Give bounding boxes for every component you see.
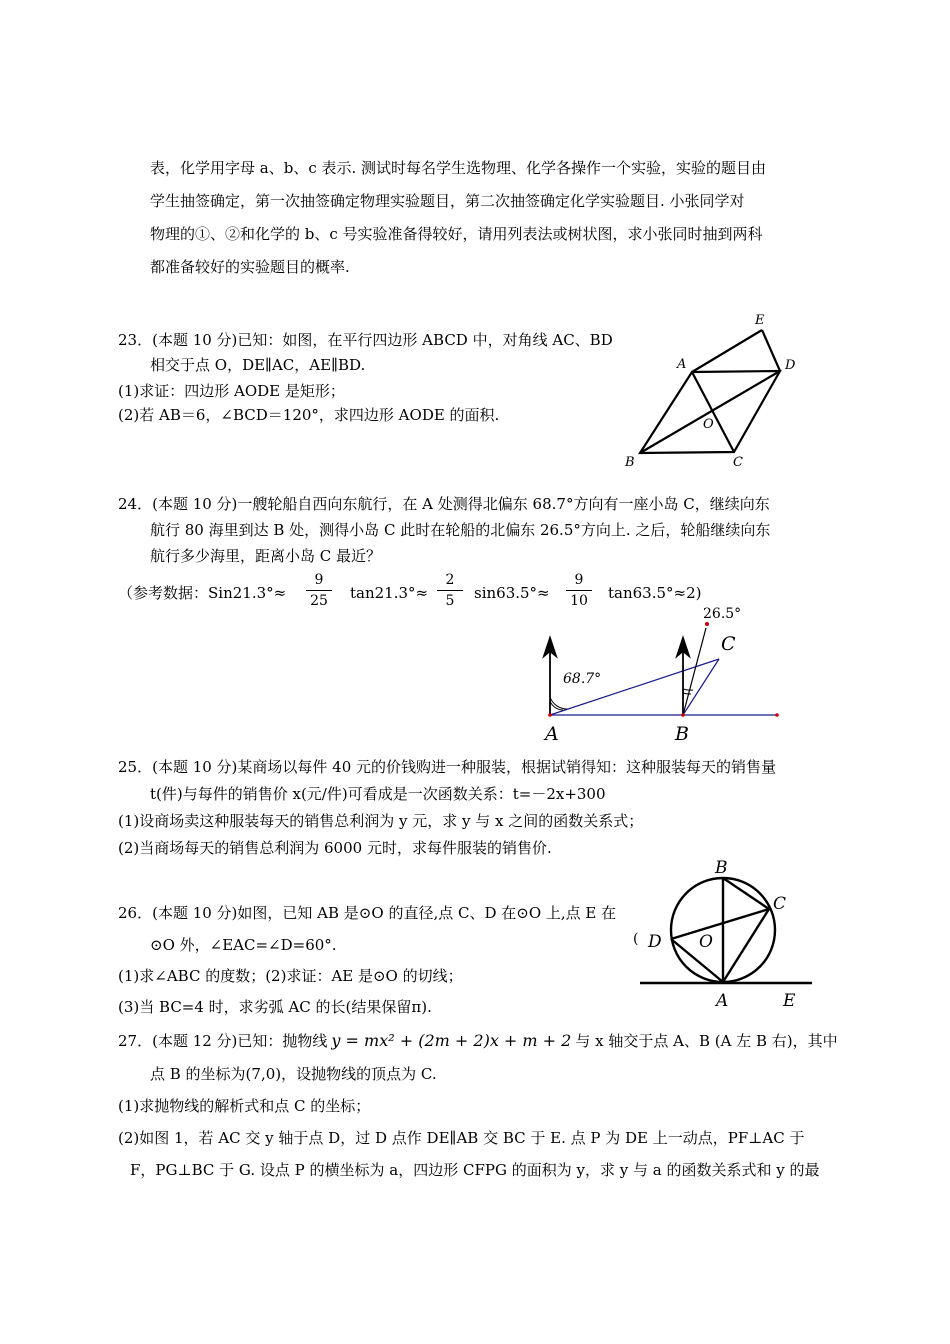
q24-ref-prefix: （参考数据：Sin21.3°≈ — [118, 584, 287, 602]
label-a: A — [545, 723, 559, 745]
segment-ae — [692, 330, 762, 372]
q27-line-1 — [118, 1031, 838, 1051]
q27-suffix: 与 x 轴交于点 A、B (A 左 B 右)，其中 — [575, 1032, 838, 1050]
q23-line-1: 23．(本题 10 分)已知：如图，在平行四边形 ABCD 中，对角线 AC、BD — [118, 331, 613, 349]
q23-line-4: (2)若 AB＝6，∠BCD＝120°，求四边形 AODE 的面积. — [118, 406, 500, 424]
fraction-denominator: 25 — [310, 593, 328, 609]
ray-end-point — [705, 622, 709, 626]
parallelogram-figure — [615, 308, 825, 478]
q25-line-1: 25．(本题 10 分)某商场以每件 40 元的价钱购进一种服装，根据试销得知：这种服装每天的销售量 — [118, 758, 777, 776]
q25-line-4: (2)当商场每天的销售总利润为 6000 元时，求每件服装的销售价. — [118, 839, 552, 857]
label-a: A — [716, 991, 729, 1011]
q27-prefix: 27．(本题 12 分)已知：抛物线 — [118, 1032, 328, 1050]
label-c: C — [721, 633, 736, 655]
q24-line-3: 航行多少海里，距离小岛 C 最近？ — [150, 547, 382, 565]
fraction-numerator: 2 — [437, 572, 463, 591]
angle-arc-a-2 — [550, 697, 567, 709]
fraction-denominator: 10 — [570, 593, 588, 609]
diagonal-ac — [692, 372, 734, 452]
course-end-dot — [775, 713, 779, 717]
label-e: E — [783, 991, 796, 1011]
fraction-2-5 — [437, 572, 463, 609]
label-e: E — [755, 313, 765, 328]
label-b: B — [715, 858, 728, 878]
fraction-numerator: 9 — [306, 572, 332, 591]
circle-figure — [625, 855, 825, 1015]
q26-line-3: (1)求∠ABC 的度数；(2)求证：AE 是⊙O 的切线； — [118, 967, 463, 985]
line-ac — [550, 659, 719, 715]
angle-arc-b-1 — [683, 693, 691, 694]
point-a-dot — [548, 713, 552, 717]
fraction-denominator: 5 — [445, 593, 455, 609]
label-b: B — [675, 723, 689, 745]
label-c: C — [733, 455, 743, 470]
label-b: B — [625, 455, 635, 470]
segment-de — [762, 330, 780, 371]
angle-label-68-7: 68.7° — [563, 671, 602, 687]
point-b-dot — [681, 713, 685, 717]
fraction-9-25 — [306, 572, 332, 609]
q23-line-3: (1)求证：四边形 AODE 是矩形； — [118, 382, 345, 400]
ship-bearing-figure — [530, 598, 800, 748]
q24-ref-mid2: sin63.5°≈ — [474, 584, 550, 602]
q23-line-2: 相交于点 O，DE∥AC，AE∥BD. — [150, 356, 366, 374]
stray-mark: ( — [633, 931, 639, 947]
label-a: A — [677, 357, 687, 372]
diagonal-bd — [640, 371, 780, 453]
angle-arc-b-2 — [683, 689, 693, 690]
q26-line-2: ⊙O 外，∠EAC=∠D=60°. — [150, 936, 337, 954]
q24-ref-mid1: tan21.3°≈ — [350, 584, 429, 602]
q27-line-3: (1)求抛物线的解析式和点 C 的坐标； — [118, 1097, 371, 1115]
q24-ref-suffix: tan63.5°≈2) — [608, 584, 702, 602]
q27-line-4: (2)如图 1，若 AC 交 y 轴于点 D，过 D 点作 DE∥AB 交 BC 于 E. 点 P 为 DE 上一动点，PF⊥AC 于 — [118, 1129, 805, 1147]
q27-line-2: 点 B 的坐标为(7,0)，设抛物线的顶点为 C. — [150, 1065, 437, 1083]
q25-line-3: (1)设商场卖这种服装每天的销售总利润为 y 元，求 y 与 x 之间的函数关系式； — [118, 812, 644, 830]
label-o: O — [703, 417, 714, 432]
label-c: C — [773, 894, 787, 914]
intro-line-3: 物理的①、②和化学的 b、c 号实验准备得较好，请用列表法或树状图，求小张同时抽到两科 — [150, 225, 763, 243]
intro-line-2: 学生抽签确定，第一次抽签确定物理实验题目，第二次抽签确定化学实验题目. 小张同学对 — [150, 192, 745, 210]
intro-line-1: 表，化学用字母 a、b、c 表示. 测试时每名学生选物理、化学各操作一个实验，实验的题目由 — [150, 159, 767, 177]
bearing-ray-b — [683, 628, 706, 715]
q26-line-1: 26．(本题 10 分)如图，已知 AB 是⊙O 的直径,点 C、D 在⊙O 上,点 E 在 — [118, 904, 617, 922]
q26-line-4: (3)当 BC=4 时，求劣弧 AC 的长(结果保留π). — [118, 998, 432, 1016]
label-d: D — [648, 932, 662, 952]
angle-label-26-5: 26.5° — [703, 606, 742, 622]
label-o: O — [699, 932, 713, 952]
q24-line-1: 24．(本题 10 分)一艘轮船自西向东航行，在 A 处测得北偏东 68.7°方向有一座小岛 C，继续向东 — [118, 495, 770, 513]
line-bc — [683, 659, 719, 715]
label-d: D — [785, 358, 796, 373]
q27-line-5: F，PG⊥BC 于 G. 设点 P 的横坐标为 a，四边形 CFPG 的面积为 y，求 y 与 a 的函数关系式和 y 的最 — [130, 1161, 820, 1179]
q24-line-2: 航行 80 海里到达 B 处，测得小岛 C 此时在轮船的北偏东 26.5°方向上. 之后，轮船继续向东 — [150, 521, 771, 539]
intro-line-4: 都准备较好的实验题目的概率. — [150, 258, 350, 276]
q25-line-2: t(件)与每件的销售价 x(元/件)可看成是一次函数关系：t=－2x+300 — [150, 785, 606, 803]
fraction-numerator: 9 — [566, 572, 592, 591]
parabola-formula: y = mx² + (2m + 2)x + m + 2 — [331, 1031, 572, 1050]
